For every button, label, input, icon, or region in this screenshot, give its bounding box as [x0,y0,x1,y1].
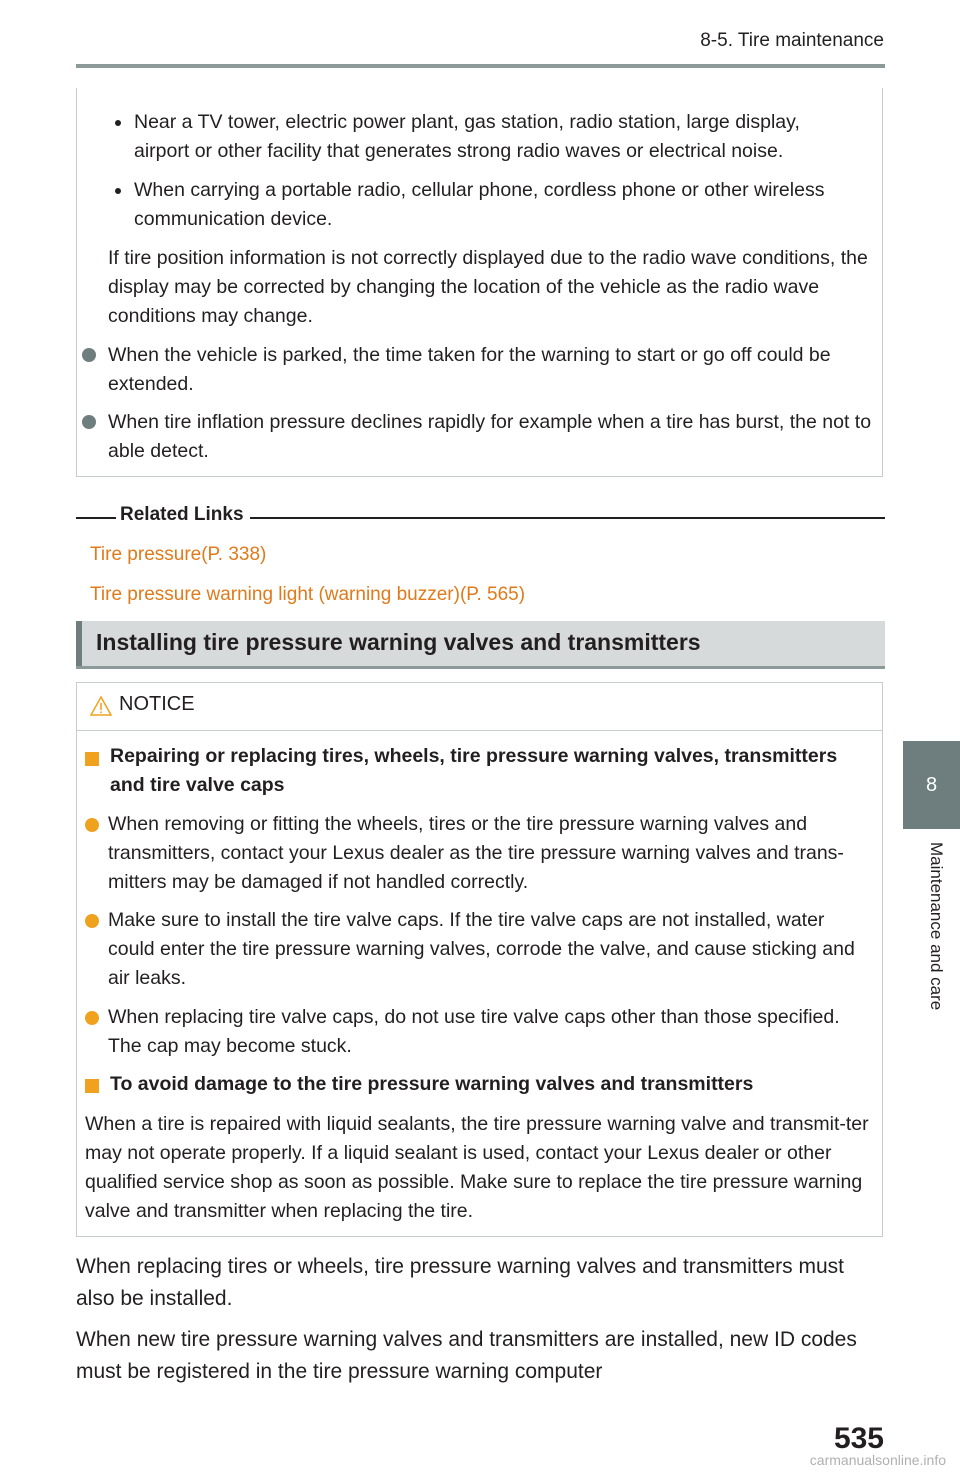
chapter-label: Maintenance and care [927,842,946,1011]
info-paragraph: If tire position information is not correctly displayed due to the radio wave conditions, the display may be corrected by changing the location of the vehicle as the radio wave conditions may change. [108,247,868,327]
info-box [76,88,883,477]
bullet-dot [115,188,121,194]
page-number: 535 [833,1422,884,1455]
circle-bullet-icon [85,914,99,928]
watermark-site: carmanualsonline.info [809,1452,946,1468]
notice-item: When replacing tire valve caps, do not use tire valve caps other than those specified. The cap may become stuck. [108,1006,840,1057]
link-tire-pressure[interactable]: Tire pressure(P. 338) [90,544,267,565]
related-rule-left [76,517,116,519]
notice-paragraph: When a tire is repaired with liquid sealants, the tire pressure warning valve and transmit-ter may not operate properly. If a liquid sealant is used, contact your Lexus dealer or other qualified service shop as soon as possible. Make sure to replace the tire pressure warning valve and transmitter when replacing the tire. [85,1113,869,1222]
notice-heading: To avoid damage to the tire pressure warning valves and transmitters [110,1073,754,1095]
info-item: When tire inflation pressure declines rapidly for example when a tire has burst, the not to able detect. [108,411,872,462]
notice-item: Make sure to install the tire valve caps. If the tire valve caps are not installed, water could enter the tire pressure warning valves, corrode the valve, and cause sticking and air leaks. [108,909,855,989]
notice-item: When removing or fitting the wheels, tires or the tire pressure warning valves and transmitters, contact your Lexus dealer as the tire pressure warning valves and trans-mitters may be damaged if not handled correctly. [108,813,844,893]
square-bullet-icon [85,752,99,766]
warning-triangle-icon [89,695,113,717]
info-item: When the vehicle is parked, the time taken for the warning to start or go off could be extended. [108,344,831,395]
circle-bullet-icon [82,348,96,362]
notice-heading: Repairing or replacing tires, wheels, tire pressure warning valves, transmitters and tire valve caps [110,745,838,796]
body-paragraph: When replacing tires or wheels, tire pressure warning valves and transmitters must also be installed. [76,1255,844,1310]
header-rule [76,64,885,68]
square-bullet-icon [85,1079,99,1093]
bullet-text: When carrying a portable radio, cellular phone, cordless phone or other wireless communication device. [134,179,825,230]
bullet-text: Near a TV tower, electric power plant, gas station, radio station, large display, airport or other facility that generates strong radio waves or electrical noise. [134,111,800,162]
link-warning-light[interactable]: Tire pressure warning light (warning buzzer)(P. 565) [90,584,526,605]
section-title: Installing tire pressure warning valves and transmitters [96,629,701,655]
related-rule-right [250,517,885,519]
related-links-title: Related Links [120,504,244,525]
bullet-dot [115,120,121,126]
circle-bullet-icon [82,415,96,429]
chapter-tab: 8 [903,741,960,829]
notice-box [76,682,883,1237]
notice-title: NOTICE [119,693,195,715]
section-header [76,621,885,669]
section-accent [76,621,82,666]
circle-bullet-icon [85,1011,99,1025]
running-header: 8-5. Tire maintenance [700,30,884,51]
notice-header [77,683,882,731]
circle-bullet-icon [85,818,99,832]
body-paragraph: When new tire pressure warning valves and transmitters are installed, new ID codes must be registered in the tire pressure warning computer [76,1328,857,1383]
